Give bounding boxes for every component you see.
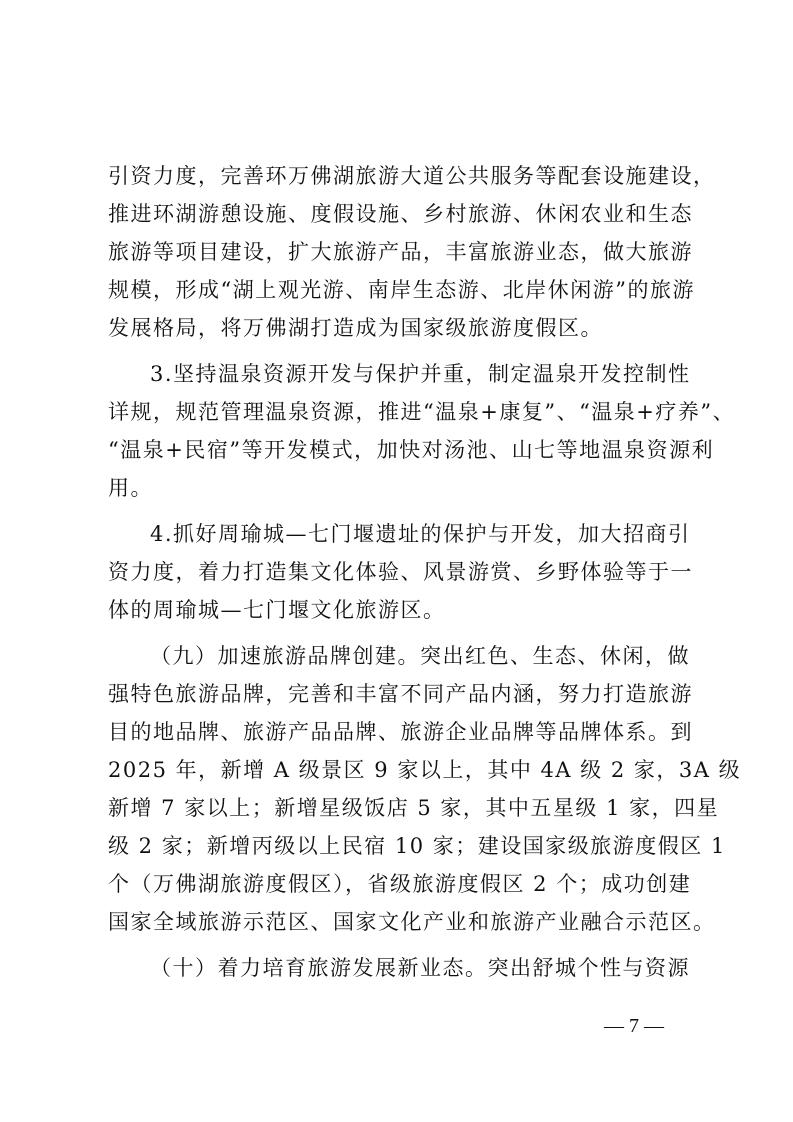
body-line: 旅游等项目建设，扩大旅游产品，丰富旅游业态，做大旅游 xyxy=(108,240,693,264)
body-line: 级 2 家；新增丙级以上民宿 10 家；建设国家级旅游度假区 1 xyxy=(108,834,726,858)
paragraph-first-line: 4.抓好周瑜城—七门堰遗址的保护与开发，加大招商引 xyxy=(150,522,691,546)
body-line: 规模，形成“湖上观光游、南岸生态游、北岸休闲游”的旅游 xyxy=(108,278,695,302)
section-heading-line: （十）着力培育旅游发展新业态。突出舒城个性与资源 xyxy=(150,956,690,980)
paragraph-first-line: 3.坚持温泉资源开发与保护并重，制定温泉开发控制性 xyxy=(150,362,691,386)
page-number: — 7 — xyxy=(604,1015,664,1037)
section-heading-line: （九）加速旅游品牌创建。突出红色、生态、休闲，做 xyxy=(150,644,690,668)
body-line: 发展格局，将万佛湖打造成为国家级旅游度假区。 xyxy=(108,316,603,340)
body-line: 资力度，着力打造集文化体验、风景游赏、乡野体验等于一 xyxy=(108,560,693,584)
body-line: “温泉+民宿”等开发模式，加快对汤池、山七等地温泉资源利 xyxy=(108,438,715,462)
body-line: 新增 7 家以上；新增星级饭店 5 家，其中五星级 1 家，四星 xyxy=(108,796,720,820)
body-line: 个（万佛湖旅游度假区），省级旅游度假区 2 个；成功创建 xyxy=(108,872,692,896)
body-line: 2025 年，新增 A 级景区 9 家以上，其中 4A 级 2 家，3A 级 xyxy=(108,758,742,782)
body-line: 体的周瑜城—七门堰文化旅游区。 xyxy=(108,598,446,622)
body-line: 国家全域旅游示范区、国家文化产业和旅游产业融合示范区。 xyxy=(108,910,716,934)
body-line: 引资力度，完善环万佛湖旅游大道公共服务等配套设施建设， xyxy=(108,164,716,188)
body-line: 推进环湖游憩设施、度假设施、乡村旅游、休闲农业和生态 xyxy=(108,202,693,226)
body-line: 目的地品牌、旅游产品品牌、旅游企业品牌等品牌体系。到 xyxy=(108,720,693,744)
body-line: 详规，规范管理温泉资源，推进“温泉+康复”、“温泉+疗养”、 xyxy=(108,400,736,424)
body-line: 强特色旅游品牌，完善和丰富不同产品内涵，努力打造旅游 xyxy=(108,682,693,706)
body-line: 用。 xyxy=(108,476,153,500)
